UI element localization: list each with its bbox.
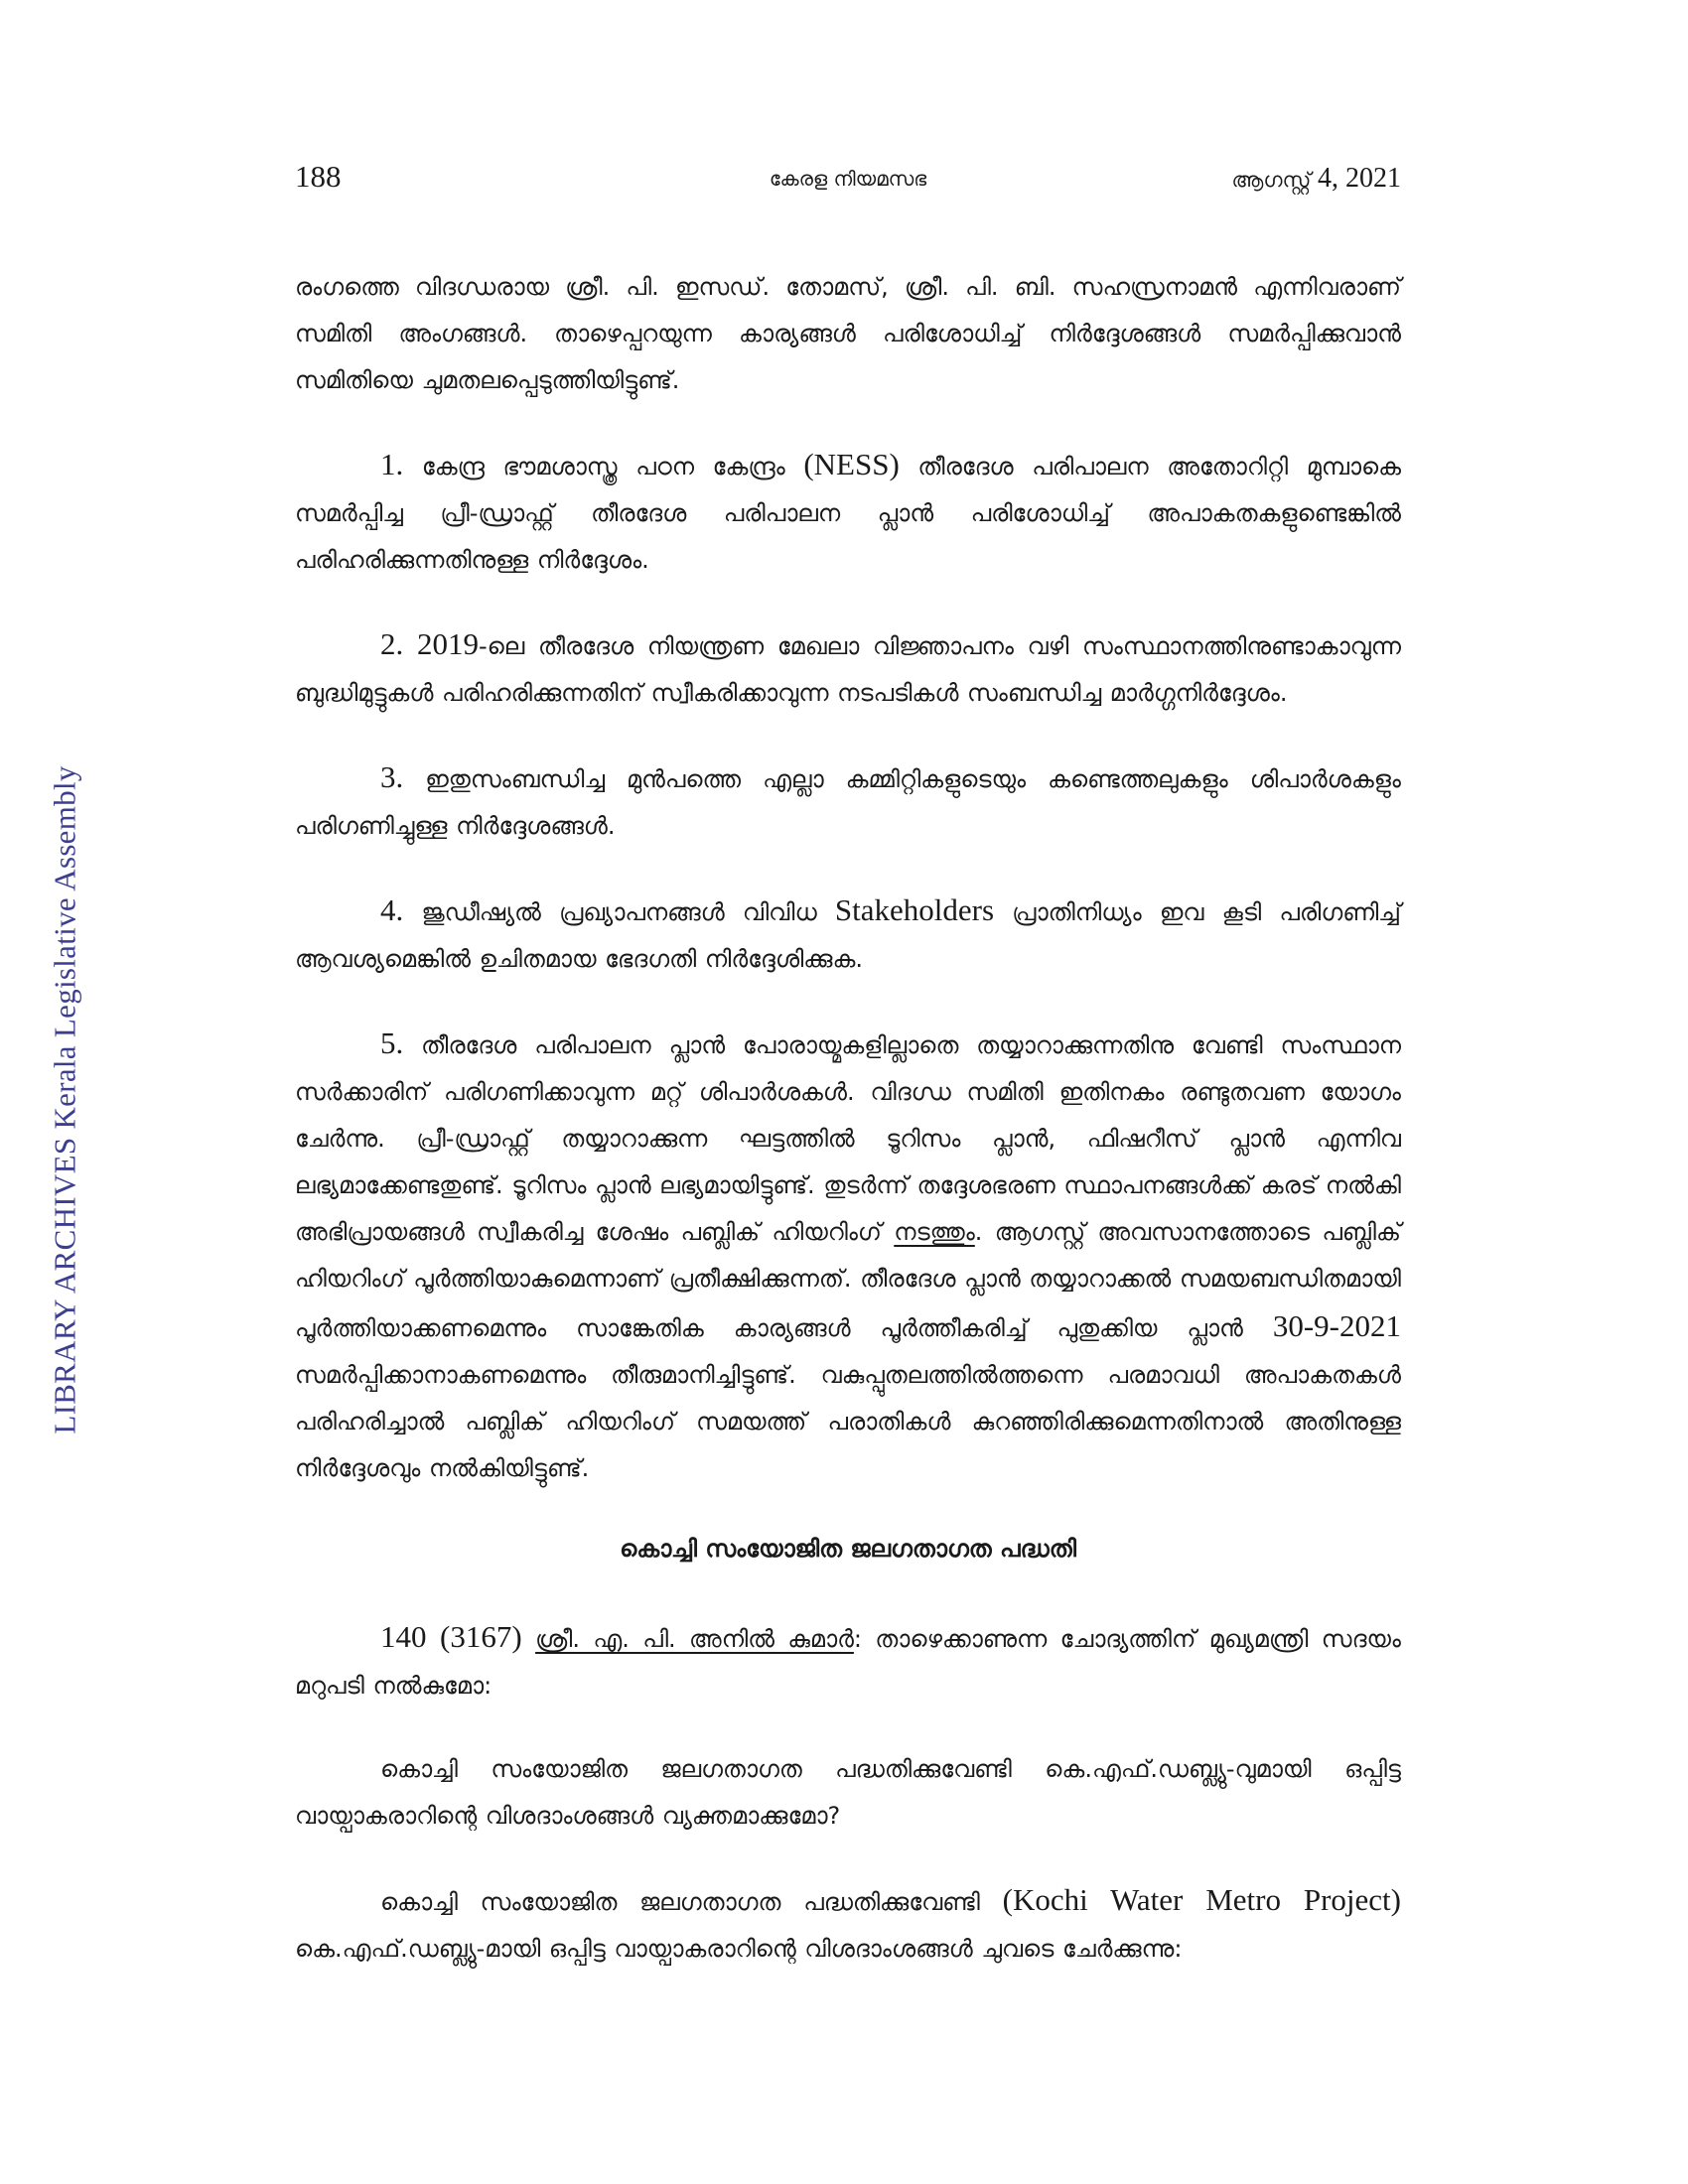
list-item-5-number: 5. xyxy=(380,1025,404,1060)
question-intro-text: : താഴെക്കാണുന്ന ചോദ്യത്തിന് മുഖ്യമന്ത്രി സദയം മറുപടി നൽകുമോ: xyxy=(295,1625,1401,1700)
list-item-4-text-a: ജുഡീഷ്യൽ പ്രഖ്യാപനങ്ങൾ വിവിധ xyxy=(421,898,817,926)
section-heading: കൊച്ചി സംയോജിത ജലഗതാഗത പദ്ധതി xyxy=(620,1535,1076,1563)
question-intro xyxy=(295,1613,1401,1709)
question-number: 140 (3167) xyxy=(380,1619,522,1654)
answer-project-name: (Kochi Water Metro Project) xyxy=(1002,1882,1401,1917)
list-item-2 xyxy=(295,620,1401,717)
list-item-3 xyxy=(295,753,1401,850)
list-item-3-text: ഇതുസംബന്ധിച്ച മുൻപത്തെ എല്ലാ കമ്മിറ്റികളുടെയും കണ്ടെത്തലുകളും ശിപാർശകളും പരിഗണിച്ചുള്ള നിർദ്ദേശങ്ങൾ. xyxy=(295,765,1401,840)
header-date-month: ആഗസ്റ്റ് xyxy=(1231,168,1312,192)
list-item-2-number: 2. xyxy=(380,626,404,661)
question-text: കൊച്ചി സംയോജിത ജലഗതാഗത പദ്ധതിക്കുവേണ്ടി കെ.എഫ്.ഡബ്ല്യു-വുമായി ഒപ്പിട്ട വായ്പാകരാറിന്റെ വിശദാംശങ്ങൾ വ്യക്തമാക്കുമോ? xyxy=(295,1755,1401,1830)
archive-stamp-text: LIBRARY ARCHIVES Kerala Legislative Assembly xyxy=(48,765,83,1434)
list-item-5 xyxy=(295,1020,1401,1492)
page-body xyxy=(295,264,1401,2009)
list-item-3-number: 3. xyxy=(380,759,404,794)
list-item-1-number: 1. xyxy=(380,447,404,481)
header-date-value: 4, 2021 xyxy=(1318,163,1401,194)
answer-text-b: കെ.എഫ്.ഡബ്ല്യു-മായി ഒപ്പിട്ട വായ്പാകരാറിന്റെ വിശദാംശങ്ങൾ ചുവടെ ചേർക്കുന്നു: xyxy=(295,1935,1183,1963)
list-item-5-text-a: തീരദേശ പരിപാലന പ്ലാൻ പോരായ്മകളില്ലാതെ തയ്യാറാക്കുന്നതിനു വേണ്ടി സംസ്ഥാന സർക്കാരിന് പരിഗണിക്കാവുന്ന മറ്റ് ശിപാർശകൾ. വിദഗ്ധ സമിതി ഇതിനകം രണ്ടുതവണ യോഗം ചേർന്നു. പ്രീ-ഡ്രാഫ്റ്റ് തയ്യാറാക്കുന്ന ഘട്ടത്തിൽ ടൂറിസം പ്ലാൻ, ഫിഷറീസ് പ്ലാൻ എന്നിവ ലഭ്യമാക്കേണ്ടതുണ്ട്. ടൂറിസം പ്ലാൻ ലഭ്യമായിട്ടുണ്ട്. തുടർന്ന് തദ്ദേശഭരണ സ്ഥാപനങ്ങൾക്ക് കരട് നൽകി അഭിപ്രായങ്ങൾ സ്വീകരിച്ച ശേഷം പബ്ലിക് ഹിയറിംഗ് xyxy=(295,1031,1402,1246)
list-item-1 xyxy=(295,441,1401,584)
answer-text xyxy=(295,1876,1401,1973)
list-item-5-date: 30-9-2021 xyxy=(1272,1308,1401,1343)
list-item-1-text-a: കേന്ദ്ര ഭൗമശാസ്ത്ര പഠന കേന്ദ്രം xyxy=(421,453,785,480)
list-item-4 xyxy=(295,887,1401,983)
header-date xyxy=(1231,163,1401,195)
list-item-5-text-c: സമർപ്പിക്കാനാകണമെന്നും തീരുമാനിച്ചിട്ടുണ്ട്. വകുപ്പുതലത്തിൽത്തന്നെ പരമാവധി അപാകതകൾ പരിഹരിച്ചാൽ പബ്ലിക് ഹിയറിംഗ് സമയത്ത് പരാതികൾ കുറഞ്ഞിരിക്കുമെന്നതിനാൽ അതിനുള്ള നിർദ്ദേശവും നൽകിയിട്ടുണ്ട്. xyxy=(295,1361,1401,1482)
running-title: കേരള നിയമസഭ xyxy=(769,167,927,191)
archive-stamp xyxy=(36,737,95,1463)
list-item-4-text-b: പ്രാതിനിധ്യം ഇവ കൂടി പരിഗണിച്ച് ആവശ്യമെങ്കിൽ ഉചിതമായ ഭേദഗതി നിർദ്ദേശിക്കുക. xyxy=(295,898,1401,973)
list-item-2-year: 2019 xyxy=(416,626,479,661)
list-item-4-latin: Stakeholders xyxy=(834,892,995,927)
list-item-5-text-b: . ആഗസ്റ്റ് അവസാനത്തോടെ പബ്ലിക് ഹിയറിംഗ് പൂർത്തിയാകുമെന്നാണ് പ്രതീക്ഷിക്കുന്നത്. തീരദേശ പ്ലാൻ തയ്യാറാക്കൽ സമയബന്ധിതമായി പൂർത്തിയാക്കണമെന്നും സാങ്കേതിക കാര്യങ്ങൾ പൂർത്തീകരിച്ച് പുതുക്കിയ പ്ലാൻ xyxy=(295,1218,1402,1342)
list-item-1-text-b: തീരദേശ പരിപാലന അതോറിറ്റി മുമ്പാകെ സമർപ്പിച്ച പ്രീ-ഡ്രാഫ്റ്റ് തീരദേശ പരിപാലന പ്ലാൻ പരിശോധിച്ച് അപാകതകളുണ്ടെങ്കിൽ പരിഹരിക്കുന്നതിനുള്ള നിർദ്ദേശം. xyxy=(295,453,1402,574)
list-item-5-underlined: നടത്തും xyxy=(894,1218,975,1246)
list-item-4-number: 4. xyxy=(380,892,404,927)
intro-paragraph: രംഗത്തെ വിദഗ്ധരായ ശ്രീ. പി. ഇസഡ്. തോമസ്, ശ്രീ. പി. ബി. സഹസ്രനാമൻ എന്നിവരാണ് സമിതി അംഗങ്ങൾ. താഴെപ്പറയുന്ന കാര്യങ്ങൾ പരിശോധിച്ച് നിർദ്ദേശങ്ങൾ സമർപ്പിക്കുവാൻ സമിതിയെ ചുമതലപ്പെടുത്തിയിട്ടുണ്ട്. xyxy=(295,273,1401,394)
list-item-1-abbr: (NESS) xyxy=(803,447,900,481)
list-item-2-text: -ലെ തീരദേശ നിയന്ത്രണ മേഖലാ വിജ്ഞാപനം വഴി സംസ്ഥാനത്തിനുണ്ടാകാവുന്ന ബുദ്ധിമുട്ടുകൾ പരിഹരിക്കുന്നതിന് സ്വീകരിക്കാവുന്ന നടപടികൾ സംബന്ധിച്ച മാർഗ്ഗനിർദ്ദേശം. xyxy=(295,632,1401,707)
question-member-name: ശ്രീ. എ. പി. അനിൽ കുമാർ xyxy=(535,1625,854,1653)
page-header xyxy=(295,159,1401,203)
page-number: 188 xyxy=(295,159,342,194)
answer-text-a: കൊച്ചി സംയോജിത ജലഗതാഗത പദ്ധതിക്കുവേണ്ടി xyxy=(380,1888,980,1916)
